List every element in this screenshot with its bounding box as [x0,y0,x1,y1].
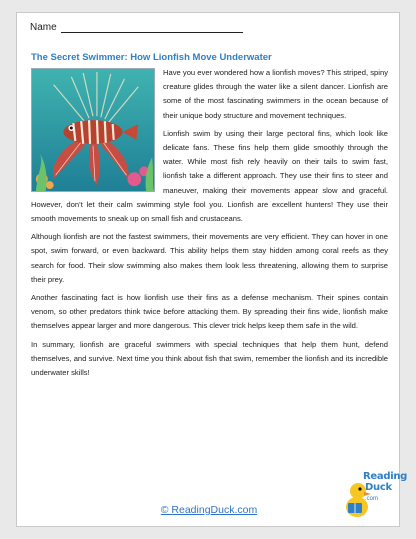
article-title: The Secret Swimmer: How Lionfish Move Underwater [31,52,272,63]
readingduck-logo [343,465,407,523]
name-field-row [30,22,243,33]
article-body [31,66,388,384]
paragraph-2: Lionfish swim by using their large pectoral fins, which look like delicate fans. These fins help them glide smoothly through the water. While most fish rely heavily on their tails to swim fast, lionfish take a different approach. They use their fins to steer and maneuver, making their movements appear slow and graceful. However, don’t let their calm swimming style fool you. Lionfish are excellent hunters! They use their smooth movements to sneak up on small fish and crustaceans. [31,128,388,224]
paragraph-4: Another fascinating fact is how lionfish use their fins as a defense mechanism. Their spines contain venom, so other predators think twice before attacking them. By spreading their fins wide, lionfish make themselves appear larger and more dangerous. This clever trick helps keep them safe in the wild. [31,293,388,331]
worksheet-page [16,12,407,527]
lionfish-illustration [31,68,155,192]
readingduck-link[interactable]: © ReadingDuck.com [160,504,258,516]
paragraph-1: Have you ever wondered how a lionfish moves? This striped, spiny creature glides through the water like a silent dancer. Lionfish are some of the most fascinating swimmers in the ocean because of their unique body structure and movement techniques. [163,68,388,120]
logo-tld: .com [365,496,379,502]
name-label: Name [30,22,57,33]
paragraph-5: In summary, lionfish are graceful swimmers with special techniques that help them hunt, defend themselves, and survive. Next time you think about fish that swim, remember the lionfish and its incredible underwater skills! [31,339,388,378]
paragraph-3: Although lionfish are not the fastest swimmers, their movements are very efficient. They can hover in one spot, swim forward, or even backward. This ability helps them stay hidden among coral reefs as they search for food. Their slow swimming also makes them look less threatening, allowing them to surprise their prey. [31,232,388,284]
logo-word-duck: Duck [365,482,392,493]
logo-word-reading: Reading [363,471,407,482]
name-line[interactable] [61,23,243,33]
